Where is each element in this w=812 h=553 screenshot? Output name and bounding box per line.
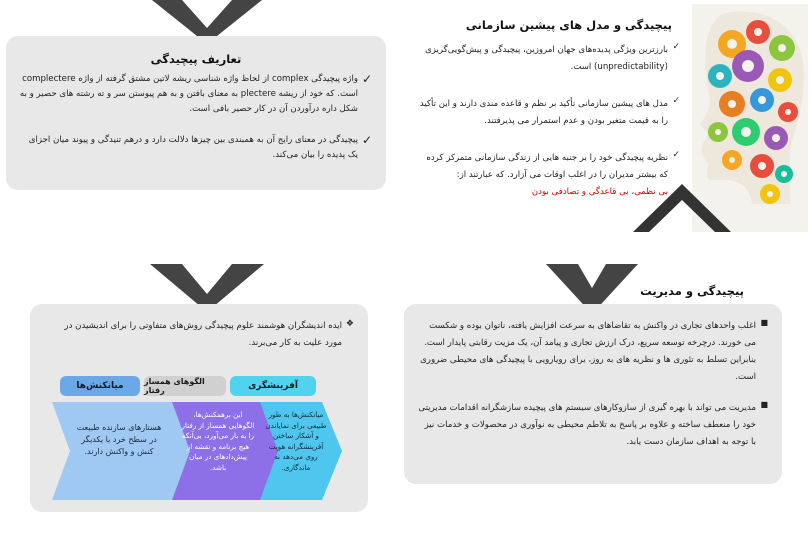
causality-panel [30, 304, 368, 512]
organizational-models-title: پیچیدگی و مدل های پیشین سازمانی [465, 18, 672, 32]
causality-intro: ایده اندیشگران هوشمند علوم پیچیدگی روش‌های متفاوتی را برای اندیشیدن در مورد علیت به کار می‌برند. [64, 321, 342, 348]
check-icon: ✓ [361, 72, 372, 86]
diamond-bullet-icon: ❖ [345, 319, 354, 329]
chevron-top-right [633, 184, 731, 232]
models-bullet-1: بارزترین ویژگی پدیده‌های جهان امروزین، پیچیدگی و پیش‌گویی‌گریزی (unpredictability) است. [425, 45, 668, 72]
models-bullet-2: مدل های پیشین سازمانی تأکید بر نظم و قاعده مندی دارند و این تأکید را به قیمت متغیر بودن و عدم استمرار می پذیرفتند. [419, 99, 668, 126]
check-icon: ✓ [672, 150, 680, 160]
definitions-title: تعاریف پیچیدگی [150, 52, 242, 66]
check-icon: ✓ [672, 96, 680, 106]
models-bullet-3: نظریه پیچیدگی خود را بر جنبه هایی از زندگی سازمانی متمرکز کرده که بیشتر مدیران را در اغلب اوقات می آزارد. که عبارتند از: [426, 153, 668, 180]
management-title: پیچیدگی و مدیریت [640, 284, 744, 298]
definitions-paragraph-2: پیچیدگی در معنای رایج آن به همبندی بین چیزها دلالت دارد و درهم تنیدگی و پیوند میان اجزای یک پدیده را بیان می‌کند. [28, 135, 358, 160]
card-patterns-text: این برهمکنش‌ها، الگوهایی همساز از رفتار را به بار می‌آورد، بی‌آنکه هیچ برنامه و نقشه از پیش‌دادهای در میان باشد. [181, 410, 255, 472]
tag-adaptive-patterns: الگوهای همساز رفتار [144, 376, 226, 396]
models-bullet-3-highlight: بی نظمی، بی قاعدگی و تصادفی بودن [531, 187, 668, 197]
management-paragraph-2: مدیریت می تواند با بهره گیری از سازوکارهای سیستم های پیچیده سازشگرانه اقدامات مدیریتی خود را منعطف ساخته و علاوه بر پاسخ به تلاطم محیطی به نوآوری در محصولات و خدمات نیز با توجه به اهداف سازمان دست یابد. [418, 403, 756, 447]
tag-interactions: میانکنش‌ها [60, 376, 140, 396]
definitions-paragraph-1: واژه پیچیدگی complex از لحاظ واژه شناسی ریشه لاتین مشتق گرفته از واژه complectere است. که خود از ریشه plectere به معنای بافتن و به هم پیوستن سر و ته رشته های حصیر و به شکل داره درآوردن آن در کار حصیر بافی است. [19, 74, 358, 114]
check-icon: ✓ [672, 42, 680, 52]
management-panel [404, 304, 782, 484]
tag-creativity: آفرینشگری [230, 376, 316, 396]
square-bullet-icon: ■ [760, 400, 768, 409]
check-icon: ✓ [361, 133, 372, 147]
card-interactions-text: میانکنش‌ها به طور طبیعی برای نمایاندن و آشکار ساختن آفرینشگرانه هویت روی می‌دهد نه ماندگاری. [265, 410, 327, 472]
organizational-models-list [418, 42, 680, 201]
square-bullet-icon: ■ [760, 318, 768, 327]
card-entities-text: هستارهای سازنده طبیعت در سطح خرد با یکدیگر کنش و واکنش دارند. [76, 423, 162, 456]
management-paragraph-1: اغلب واحدهای تجاری در واکنش به تقاضاهای به سرعت افزایش یافته، ناتوان بوده و شکست می خورند. درچرخه توسعه سریع، درک ارزش تجاری و پیامد آن، یک مزیت رقابتی پایدار است. بنابراین تسلط به تئوری ها و نظریه های به روز، برای رویارویی با پیچیدگی های محیطی ضروری است. [420, 321, 756, 382]
definitions-panel [6, 36, 386, 190]
